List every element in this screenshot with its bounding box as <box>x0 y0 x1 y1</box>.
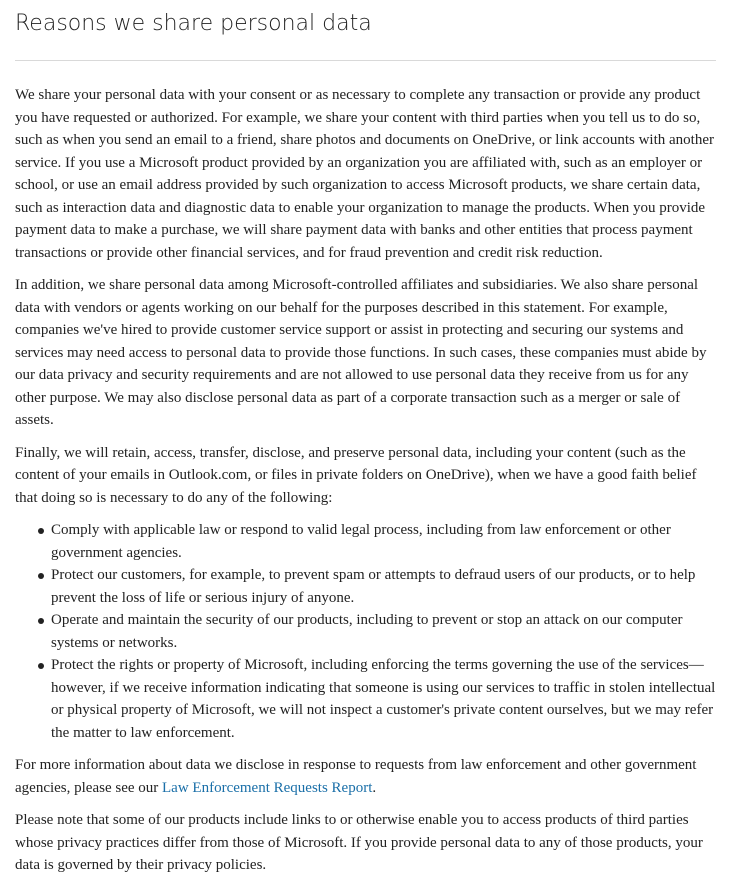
reasons-list <box>15 519 716 744</box>
law-enforcement-text: For more information about data we disclose in response to requests from law enforcement and other government agencies, please see our <box>15 757 697 796</box>
title-divider <box>15 60 716 61</box>
paragraph-third-parties: Please note that some of our products include links to or otherwise enable you to access products of third parties whose privacy practices differ from those of Microsoft. If you provide personal data to any of those products, your data is governed by their privacy policies. <box>15 812 703 873</box>
bullet-icon <box>38 663 44 669</box>
paragraph-consent: We share your personal data with your consent or as necessary to complete any transaction or provide any product you have requested or authorized. For example, we share your content with third parties when you tell us to do so, such as when you send an email to a friend, share photos and documents on OneDrive, or link accounts with another service. If you use a Microsoft product provided by an organization you are affiliated with, such as an employer or school, or use an email address provided by such organization to access Microsoft products, we share certain data, such as interaction data and diagnostic data to enable your organization to manage the products. When you provide payment data to make a purchase, we will share payment data with banks and other entities that process payment transactions or provide other financial services, and for fraud prevention and credit risk reduction. <box>15 87 714 261</box>
bullet-icon <box>38 618 44 624</box>
law-enforcement-period: . <box>372 779 377 796</box>
list-item-text: Protect the rights or property of Microsoft, including enforcing the terms governing the use of the services—however, if we receive information indicating that someone is using our services to traffic in stolen intellectual or physical property of Microsoft, we will not inspect a customer's private content ourselves, but we may refer the matter to law enforcement. <box>51 657 716 741</box>
section-title: Reasons we share personal data <box>15 11 372 36</box>
list-item-text: Comply with applicable law or respond to valid legal process, including from law enforcement or other government agencies. <box>51 522 671 561</box>
list-item <box>15 609 716 654</box>
list-item-text: Protect our customers, for example, to prevent spam or attempts to defraud users of our products, or to help prevent the loss of life or serious injury of anyone. <box>51 567 696 606</box>
paragraph-law-enforcement <box>15 754 716 799</box>
list-item <box>15 654 716 744</box>
list-item <box>15 519 716 564</box>
paragraph-affiliates: In addition, we share personal data among Microsoft-controlled affiliates and subsidiaries. We also share personal data with vendors or agents working on our behalf for the purposes described in this statement. For example, companies we've hired to provide customer service support or assist in protecting and securing our systems and services may need access to personal data to provide those functions. In such cases, these companies must abide by our data privacy and security requirements and are not allowed to use personal data they receive from us for any other purpose. We may also disclose personal data as part of a corporate transaction such as a merger or sale of assets. <box>15 277 707 428</box>
law-enforcement-report-link[interactable]: Law Enforcement Requests Report <box>162 779 373 796</box>
bullet-icon <box>38 528 44 534</box>
bullet-icon <box>38 573 44 579</box>
list-item <box>15 564 716 609</box>
privacy-section <box>15 0 716 877</box>
list-item-text: Operate and maintain the security of our products, including to prevent or stop an attack on our computer systems or networks. <box>51 612 683 651</box>
paragraph-retention: Finally, we will retain, access, transfer, disclose, and preserve personal data, including your content (such as the content of your emails in Outlook.com, or files in private folders on OneDrive), when we have a good faith belief that doing so is necessary to do any of the following: <box>15 444 697 506</box>
